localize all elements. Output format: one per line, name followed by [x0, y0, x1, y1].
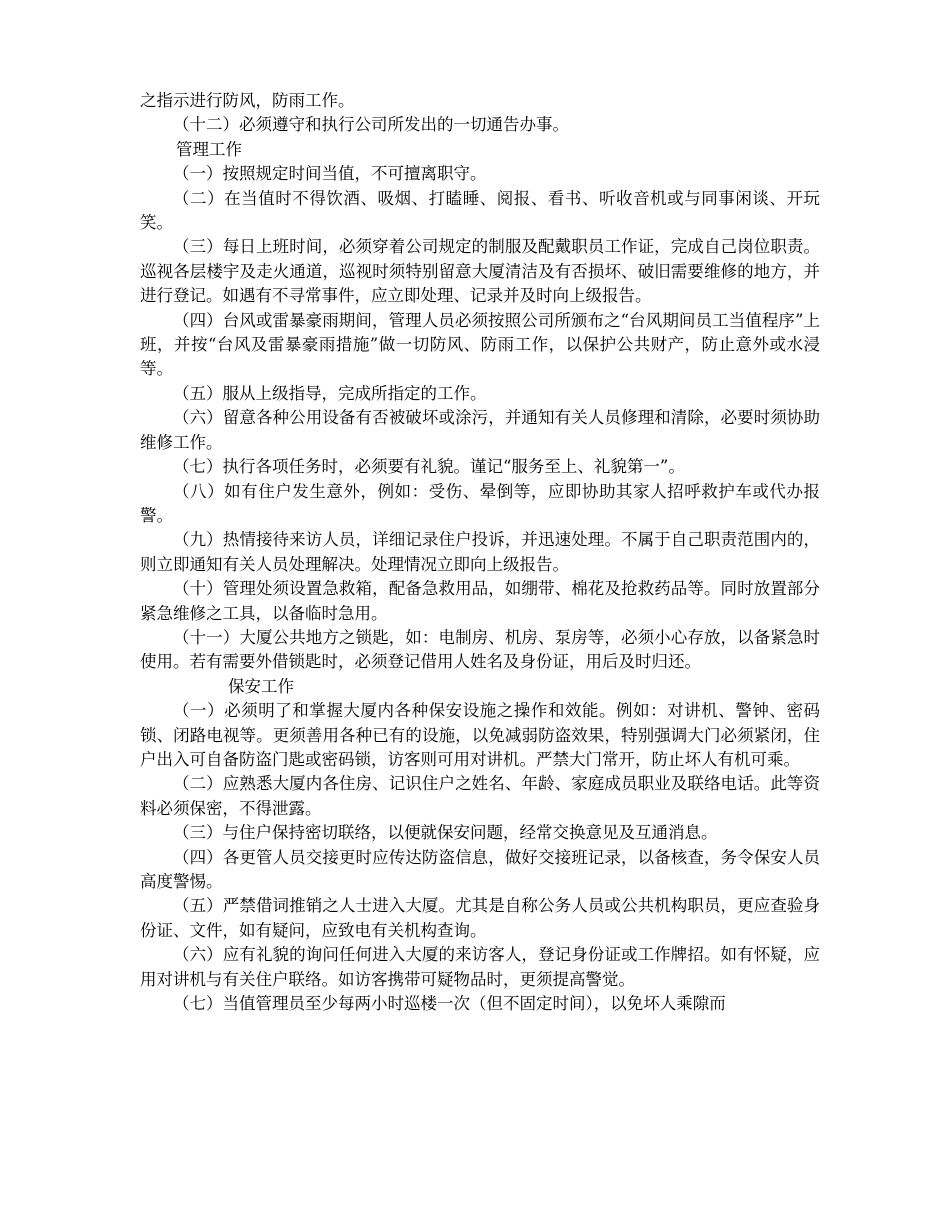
- list-item: （四）台风或雷暴豪雨期间，管理人员必须按照公司所颁布之“台风期间员工当值程序”上班，并按“台风及雷暴豪雨措施”做一切防风、防雨工作，以保护公共财产，防止意外或水浸等。: [140, 310, 820, 379]
- paragraph-continuation: 之指示进行防风，防雨工作。: [140, 91, 355, 110]
- list-item: （一）按照规定时间当值，不可擅离职守。: [173, 164, 487, 184]
- list-item: （十）管理处须设置急救箱，配备急救用品，如绷带、棉花及抢救药品等。同时放置部分紧急维修之工具，以备临时急用。: [140, 579, 820, 623]
- list-item: （九）热情接待来访人员，详细记录住户投诉，并迅速处理。不属于自己职责范围内的，则立即通知有关人员处理解决。处理情况立即向上级报告。: [140, 530, 820, 574]
- list-item: （三）与住户保持密切联络，以便就保安问题，经常交换意见及互通消息。: [173, 823, 718, 843]
- list-item: （三）每日上班时间，必须穿着公司规定的制服及配戴职员工作证，完成自己岗位职责。巡视各层楼宇及走火通道，巡视时须特别留意大厦清洁及有否损坏、破旧需要维修的地方，并进行登记。如遇有不寻常事件，应立即处理、记录并及时向上级报告。: [140, 237, 820, 306]
- list-item: （五）严禁借词推销之人士进入大厦。尤其是自称公务人员或公共机构职员，更应查验身份证、文件，如有疑问，应致电有关机构查询。: [140, 896, 820, 940]
- list-item: （七）执行各项任务时，必须要有礼貌。谨记“服务至上、礼貌第一”。: [173, 457, 685, 477]
- list-item: （六）应有礼貌的询问任何进入大厦的来访客人，登记身份证或工作牌招。如有怀疑，应用对讲机与有关住户联络。如访客携带可疑物品时，更须提高警觉。: [140, 945, 820, 989]
- list-item: （十一）大厦公共地方之锁匙，如：电制房、机房、泵房等，必须小心存放，以备紧急时使用。若有需要外借锁匙时，必须登记借用人姓名及身份证，用后及时归还。: [140, 627, 820, 672]
- list-item: （十二）必须遵守和执行公司所发出的一切通告办事。: [173, 115, 569, 135]
- section-heading: 保安工作: [228, 676, 294, 696]
- list-item: （二）在当值时不得饮酒、吸烟、打瞌睡、阅报、看书、听收音机或与同事闲谈、开玩笑。: [140, 188, 820, 233]
- list-item: （一）必须明了和掌握大厦内各种保安设施之操作和效能。例如：对讲机、警钟、密码锁、闭路电视等。更须善用各种已有的设施，以免减弱防盗效果，特别强调大门必须紧闭，住户出入可自备防盗门匙或密码锁，访客则可用对讲机。严禁大门常开，防止坏人有机可乘。: [140, 701, 820, 769]
- list-item: （七）当值管理员至少每两小时巡楼一次（但不固定时间），以免坏人乘隙而: [173, 994, 726, 1014]
- document-body: [140, 89, 820, 1016]
- list-item: （二）应熟悉大厦内各住房、记识住户之姓名、年龄、家庭成员职业及联络电话。此等资料必须保密，不得泄露。: [140, 774, 820, 818]
- list-item: （四）各更管人员交接更时应传达防盗信息，做好交接班记录，以备核查，务令保安人员高度警惕。: [140, 847, 820, 891]
- section-heading: 管理工作: [176, 139, 242, 159]
- list-item: （八）如有住户发生意外，例如：受伤、晕倒等，应即协助其家人招呼救护车或代办报警。: [140, 481, 820, 525]
- list-item: （五）服从上级指导，完成所指定的工作。: [173, 383, 487, 403]
- list-item: （六）留意各种公用设备有否被破坏或涂污，并通知有关人员修理和清除，必要时须协助维修工作。: [140, 408, 820, 452]
